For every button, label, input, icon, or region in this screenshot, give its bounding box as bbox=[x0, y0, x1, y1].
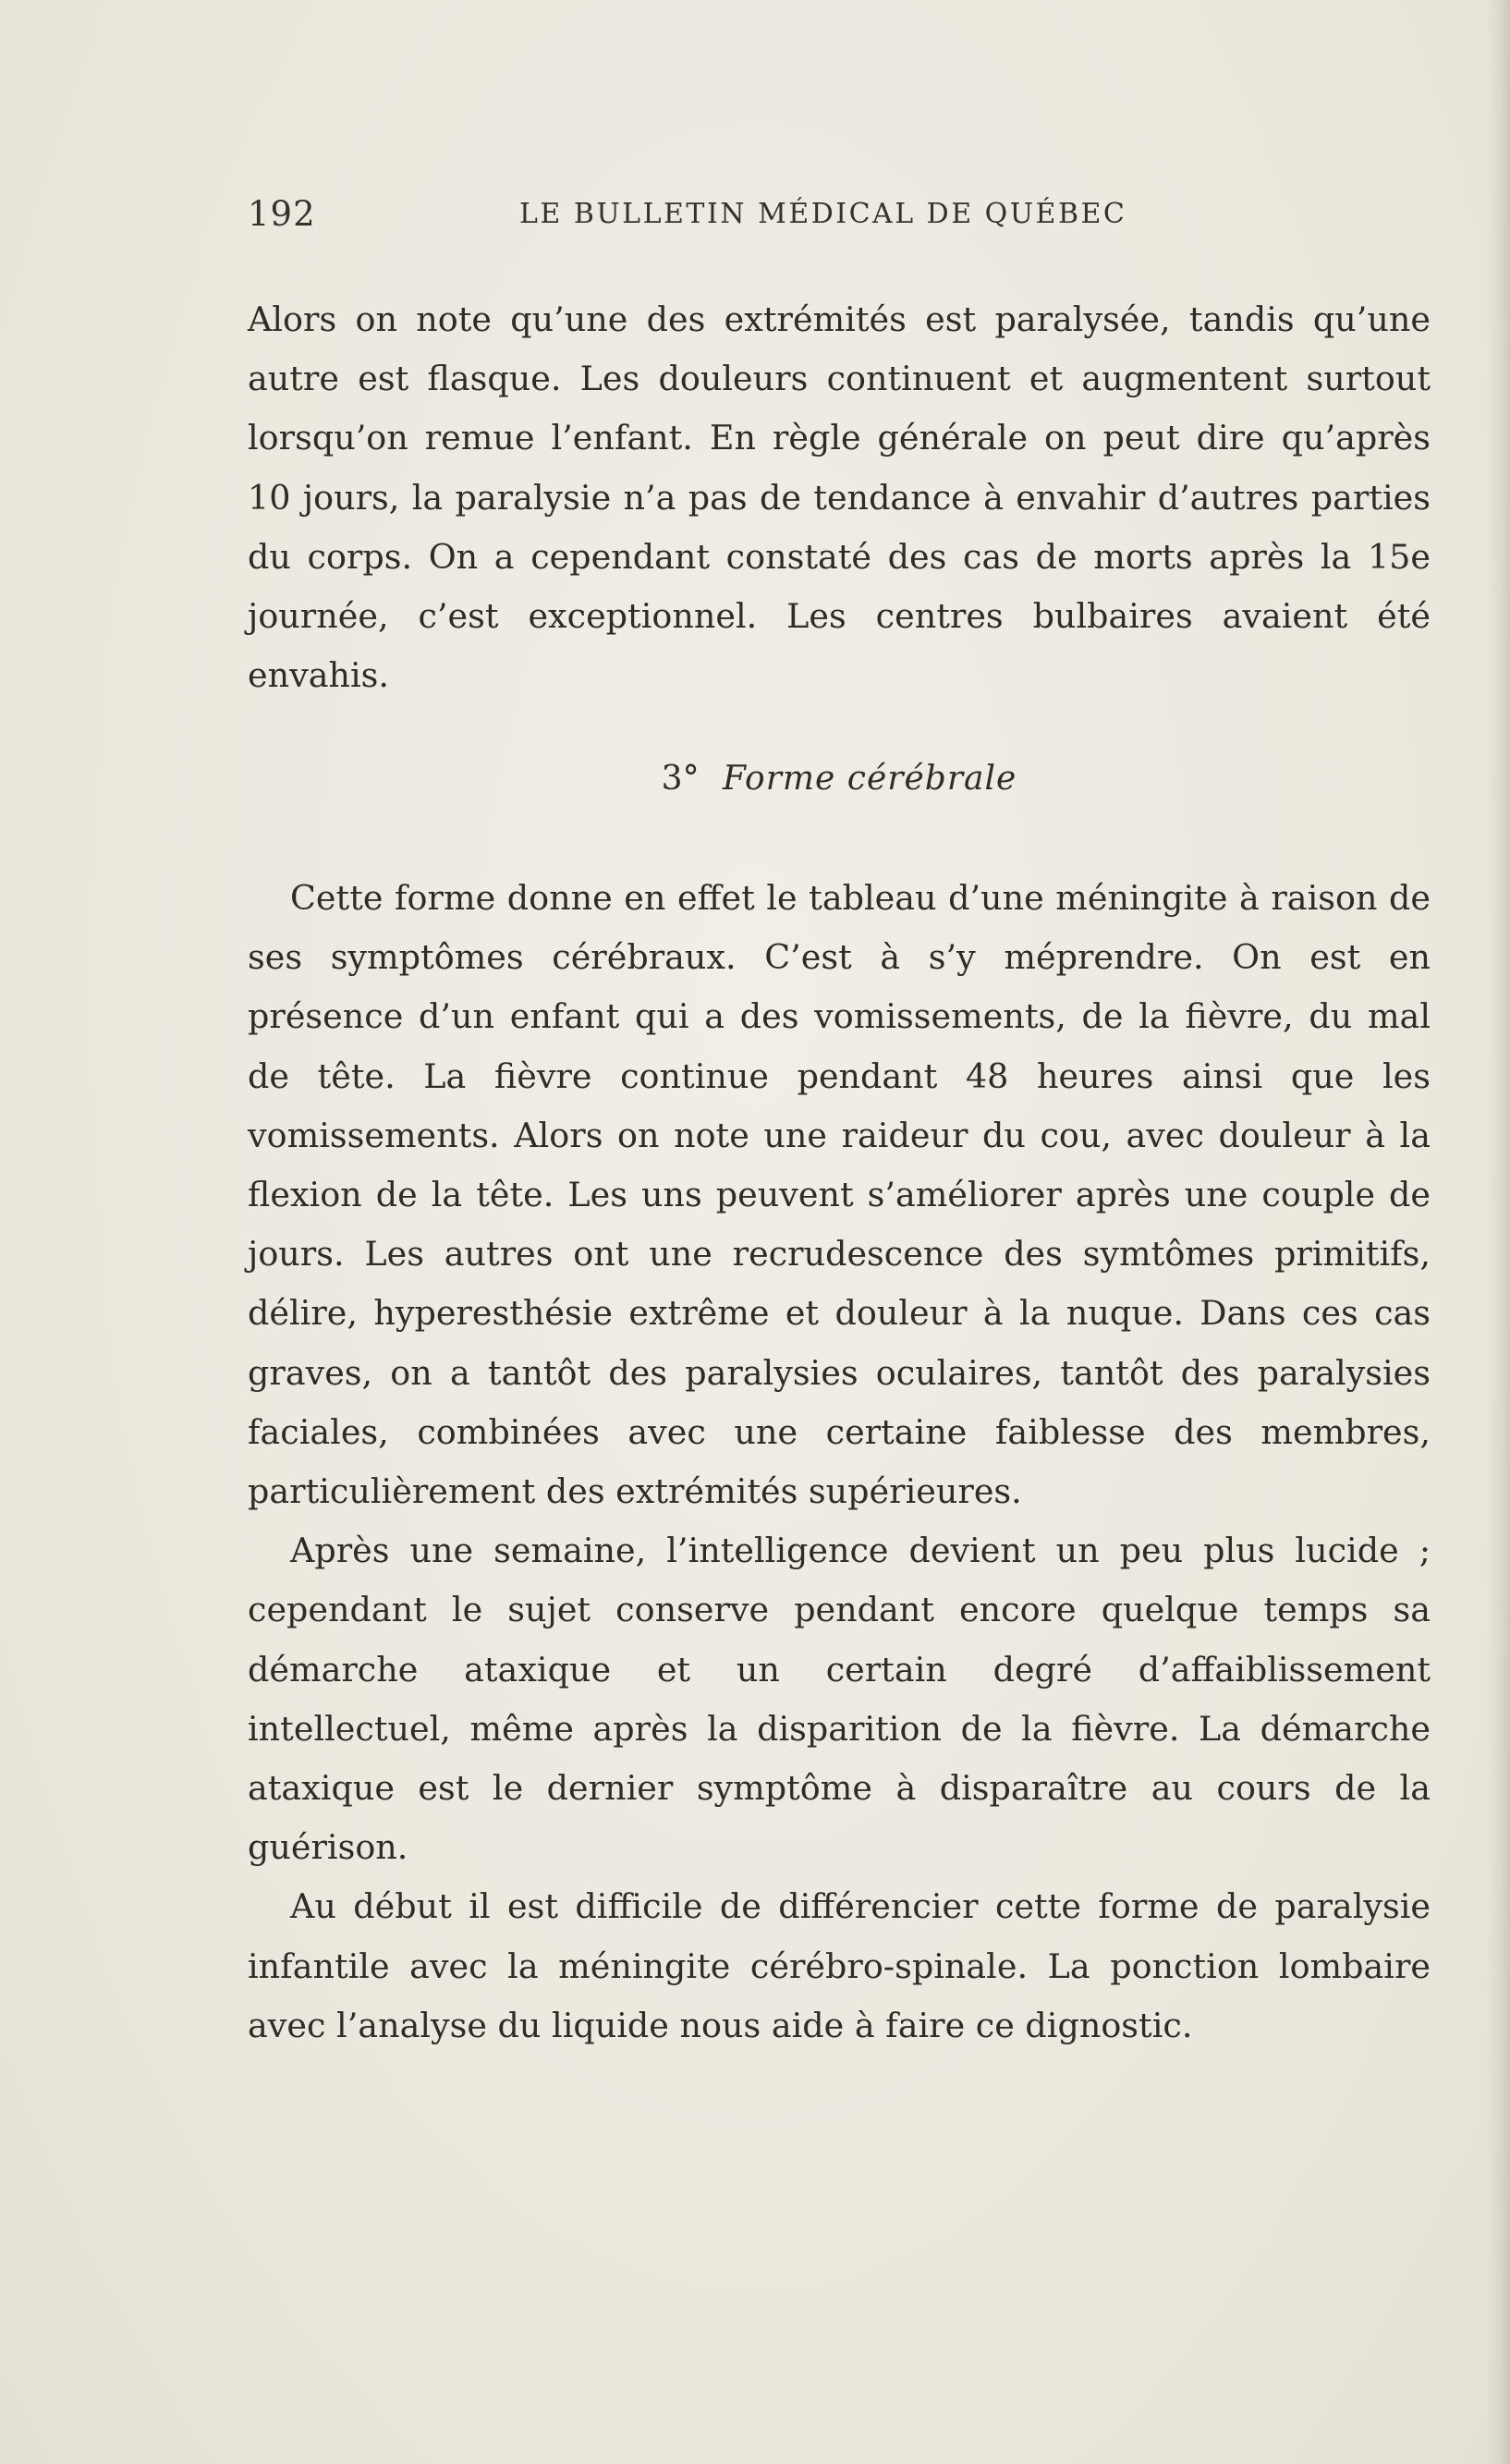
running-title: LE BULLETIN MÉDICAL DE QUÉBEC bbox=[519, 198, 1127, 230]
page-header bbox=[248, 194, 1431, 240]
section-heading bbox=[248, 760, 1431, 798]
section-body bbox=[248, 869, 1431, 2055]
section-number: 3° bbox=[661, 760, 700, 798]
paragraph: Après une semaine, l’intelligence devient un peu plus lucide ; cependant le sujet conserve pendant encore quelque temps sa démarche ataxique et un certain degré d’affaiblissement intellectuel, même après la disparition de la fièvre. La démarche ataxique est le dernier symptôme à disparaître au cours de la guérison. bbox=[248, 1531, 1431, 1868]
page-edge-shadow bbox=[1486, 0, 1510, 2464]
paragraph: Au début il est difficile de différencier cette forme de paralysie infantile avec la méningite cérébro-spinale. La ponction lombaire avec l’analyse du liquide nous aide à faire ce dignostic. bbox=[248, 1886, 1431, 2045]
paragraph: Alors on note qu’une des extrémités est paralysée, tandis qu’une autre est flasque. Les douleurs continuent et augmentent surtout lorsqu’on remue l’enfant. En règle générale on peut dire qu’après 10 jours, la paralysie n’a pas de tendance à envahir d’autres parties du corps. On a cependant constaté des cas de morts après la 15e journée, c’est exceptionnel. Les centres bulbaires avaient été envahis. bbox=[248, 299, 1431, 696]
paragraph: Cette forme donne en effet le tableau d’une méningite à raison de ses symptômes cérébraux. C’est à s’y méprendre. On est en présence d’un enfant qui a des vomissements, de la fièvre, du mal de tête. La fièvre continue pendant 48 heures ainsi que les vomissements. Alors on note une raideur du cou, avec douleur à la flexion de la tête. Les uns peuvent s’améliorer après une couple de jours. Les autres ont une recrudescence des symtômes primitifs, délire, hyperesthésie extrême et douleur à la nuque. Dans ces cas graves, on a tantôt des paralysies oculaires, tantôt des paralysies faciales, combinées avec une certaine faiblesse des membres, particulièrement des extrémités supérieures. bbox=[248, 878, 1431, 1512]
page-number: 192 bbox=[248, 194, 316, 234]
continued-text-block bbox=[248, 290, 1431, 705]
section-title: Forme cérébrale bbox=[723, 760, 1017, 798]
